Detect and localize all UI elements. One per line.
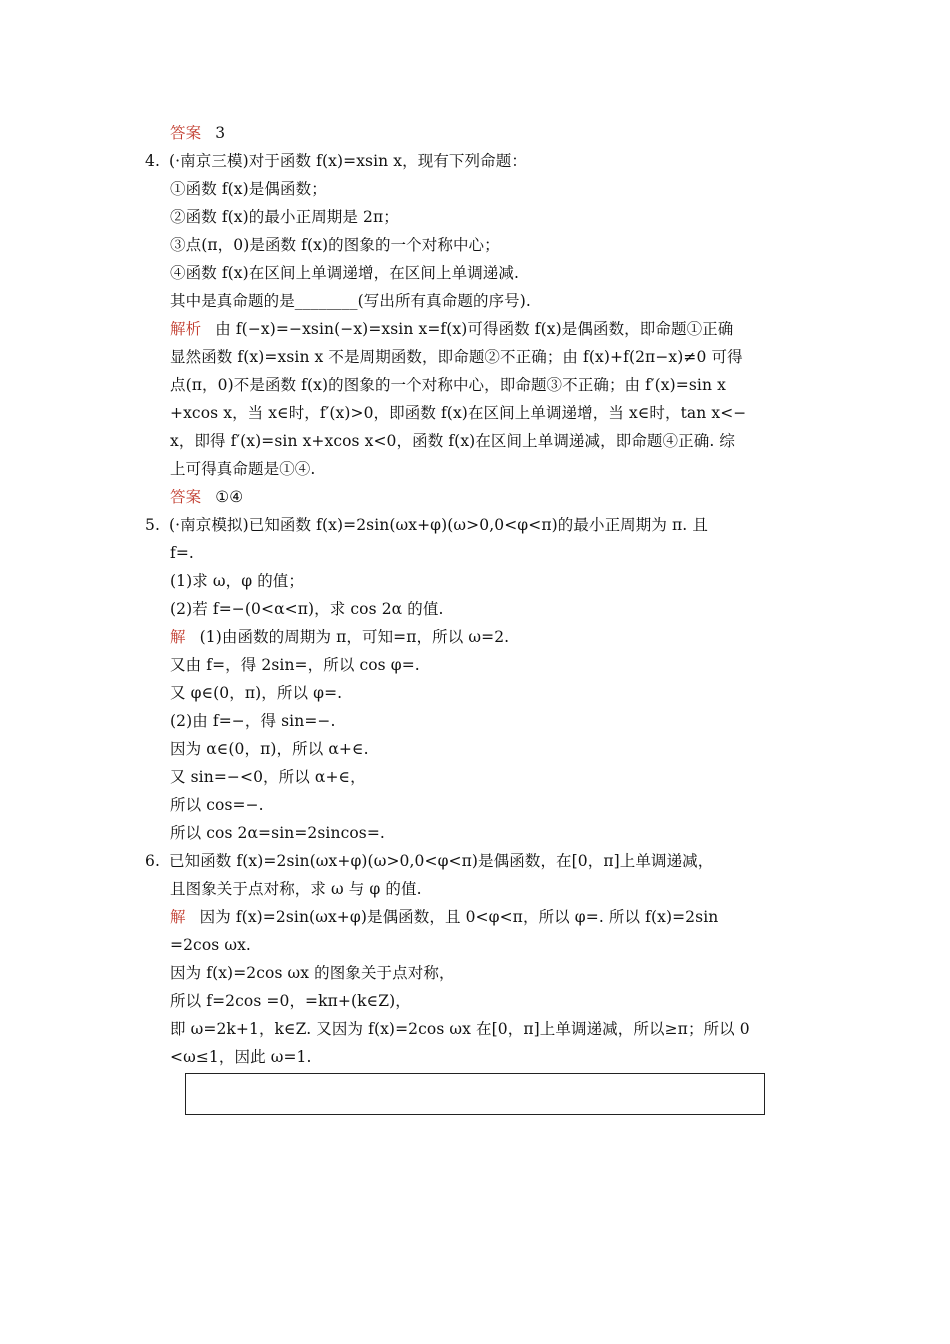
q3-answer-line xyxy=(170,123,225,143)
q5-solution-line: 所以 cos 2α=sin=2sincos=. xyxy=(170,824,385,842)
q5-solution-line: 因为 α∈(0，π)，所以 α+∈. xyxy=(170,740,369,758)
question-number: 4. xyxy=(145,152,160,170)
question-stem: (·南京模拟)已知函数 f(x)=2sin(ωx+φ)(ω>0,0<φ<π)的最小正周期为 π. 且 xyxy=(169,516,708,534)
q6-solution-line: =2cos ωx. xyxy=(170,936,251,954)
q4-item: ③点(π，0)是函数 f(x)的图象的一个对称中心； xyxy=(170,236,500,254)
solution-text: 因为 f(x)=2sin(ωx+φ)是偶函数，且 0<φ<π，所以 φ=. 所以 f(x)=2sin xyxy=(199,908,719,926)
q5-stem-line: f=. xyxy=(170,544,194,562)
solution-text: (1)由函数的周期为 π，可知=π，所以 ω=2. xyxy=(199,628,510,646)
answer-tag: 答案 xyxy=(170,488,202,506)
q4-item: ①函数 f(x)是偶函数； xyxy=(170,180,327,198)
q4-analysis-line: 上可得真命题是①④. xyxy=(170,460,316,478)
q4-item: ④函数 f(x)在区间上单调递增，在区间上单调递减. xyxy=(170,264,520,282)
question-number: 6. xyxy=(145,852,160,870)
q4-analysis-line: 点(π，0)不是函数 f(x)的图象的一个对称中心，即命题③不正确；由 f′(x)=sin x xyxy=(170,376,726,394)
q4-item: ②函数 f(x)的最小正周期是 2π； xyxy=(170,208,399,226)
q4-analysis-line: +xcos x，当 x∈时，f′(x)>0，即函数 f(x)在区间上单调递增，当 x∈时，tan x<− xyxy=(170,404,747,422)
analysis-tag: 解析 xyxy=(170,320,202,338)
q6-stem-line: 且图象关于点对称，求 ω 与 φ 的值. xyxy=(170,880,422,898)
q5-solution-line: (2)由 f=−，得 sin=−. xyxy=(170,712,336,730)
q5-solution-line: 又 φ∈(0，π)，所以 φ=. xyxy=(170,684,343,702)
q5-solution-line: 所以 cos=−. xyxy=(170,796,264,814)
q4-stem xyxy=(145,151,527,171)
q4-analysis-line: 显然函数 f(x)=xsin x 不是周期函数，即命题②不正确；由 f(x)+f(2π−x)≠0 可得 xyxy=(170,348,743,366)
q4-analysis-line: x，即得 f′(x)=sin x+xcos x<0，函数 f(x)在区间上单调递减，即命题④正确. 综 xyxy=(170,432,735,450)
q5-stem xyxy=(145,515,708,535)
q5-solution-line xyxy=(170,627,509,647)
analysis-text: 由 f(−x)=−xsin(−x)=xsin x=f(x)可得函数 f(x)是偶函数，即命题①正确 xyxy=(215,320,734,338)
question-stem: 已知函数 f(x)=2sin(ωx+φ)(ω>0,0<φ<π)是偶函数，在[0，π]上单调递减， xyxy=(169,852,714,870)
q4-prompt: 其中是真命题的是________(写出所有真命题的序号). xyxy=(170,292,531,310)
q6-solution-line: 因为 f(x)=2cos ωx 的图象关于点对称， xyxy=(170,964,455,982)
q6-solution-line: <ω≤1，因此 ω=1. xyxy=(170,1048,312,1066)
q6-solution-line xyxy=(170,907,718,927)
solution-tag: 解 xyxy=(170,908,186,926)
q6-solution-line: 所以 f=2cos =0，=kπ+(k∈Z)， xyxy=(170,992,411,1010)
q5-part: (1)求 ω，φ 的值； xyxy=(170,572,305,590)
answer-value: 3 xyxy=(215,124,226,142)
q5-solution-line: 又 sin=−<0，所以 α+∈， xyxy=(170,768,366,786)
q4-answer-line xyxy=(170,487,243,507)
empty-bordered-box xyxy=(185,1073,765,1115)
q5-solution-line: 又由 f=，得 2sin=，所以 cos φ=. xyxy=(170,656,420,674)
question-stem: (·南京三模)对于函数 f(x)=xsin x，现有下列命题： xyxy=(169,152,527,170)
q6-solution-line: 即 ω=2k+1，k∈Z. 又因为 f(x)=2cos ωx 在[0，π]上单调递减，所以≥π；所以 0 xyxy=(170,1020,750,1038)
answer-value: ①④ xyxy=(215,488,244,506)
answer-tag: 答案 xyxy=(170,124,202,142)
solution-tag: 解 xyxy=(170,628,186,646)
q4-analysis-line xyxy=(170,319,733,339)
question-number: 5. xyxy=(145,516,160,534)
q6-stem xyxy=(145,851,713,871)
q5-part: (2)若 f=−(0<α<π)，求 cos 2α 的值. xyxy=(170,600,444,618)
